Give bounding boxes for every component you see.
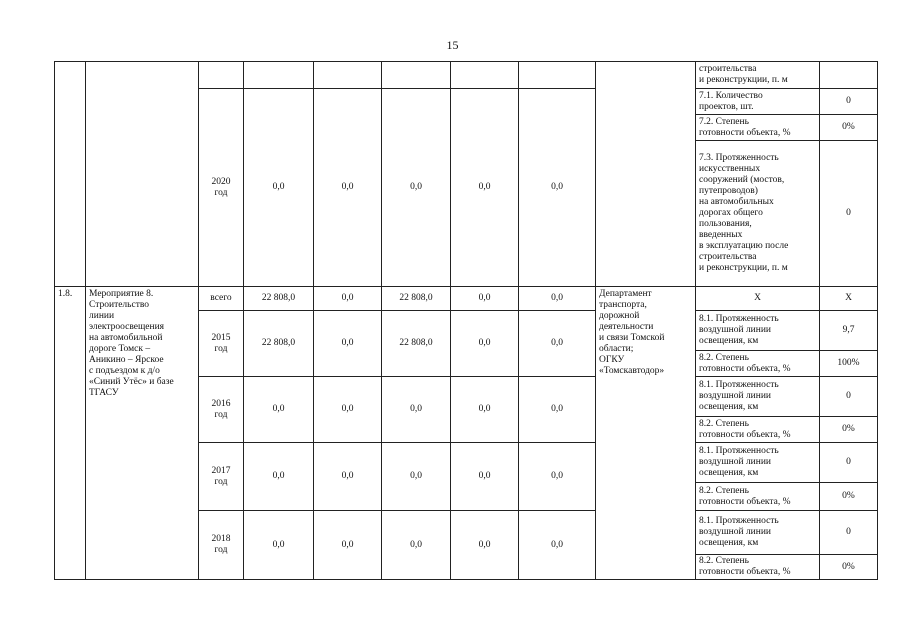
prev-number-cell — [55, 62, 86, 287]
indicator-value-cell: 0% — [820, 417, 878, 443]
value-cell: 22 808,0 — [244, 287, 314, 311]
value-cell: 0,0 — [314, 377, 382, 443]
value-cell: 22 808,0 — [382, 311, 451, 377]
indicator-value-cell: 0 — [820, 89, 878, 115]
indicator-cell: 8.1. Протяженность воздушной линии освещения, км — [696, 311, 820, 351]
value-cell: 0,0 — [314, 511, 382, 580]
value-cell: 0,0 — [382, 511, 451, 580]
value-cell: 0,0 — [382, 377, 451, 443]
indicator-cell: 8.2. Степень готовности объекта, % — [696, 417, 820, 443]
value-cell: 0,0 — [244, 511, 314, 580]
program-table — [54, 61, 878, 580]
prev-executor-cell — [596, 62, 696, 287]
indicator-cell: 7.1. Количество проектов, шт. — [696, 89, 820, 115]
value-cell: 0,0 — [451, 311, 519, 377]
value-cell: 0,0 — [519, 377, 596, 443]
empty-cell — [451, 62, 519, 89]
indicator-value-cell — [820, 62, 878, 89]
prev-name-cell — [86, 62, 199, 287]
indicator-value-cell: 0 — [820, 377, 878, 417]
empty-cell — [519, 62, 596, 89]
indicator-cell: 8.1. Протяженность воздушной линии освещения, км — [696, 443, 820, 483]
indicator-cell: 7.3. Протяженность искусственных сооружений (мостов, путепроводов) на автомобильных дорогах общего пользования, введенных в эксплуатацию после строительства и реконструкции, п. м — [696, 141, 820, 287]
value-cell: 0,0 — [519, 443, 596, 511]
empty-cell — [199, 62, 244, 89]
indicator-cell: 8.1. Протяженность воздушной линии освещения, км — [696, 377, 820, 417]
empty-cell — [314, 62, 382, 89]
value-cell: 0,0 — [314, 443, 382, 511]
value-cell: 0,0 — [382, 443, 451, 511]
indicator-cell: 8.2. Степень готовности объекта, % — [696, 555, 820, 580]
table-row — [55, 62, 878, 89]
indicator-cell: строительства и реконструкции, п. м — [696, 62, 820, 89]
value-cell: 0,0 — [519, 311, 596, 377]
value-cell: 0,0 — [244, 89, 314, 287]
value-cell: 0,0 — [519, 287, 596, 311]
value-cell: 0,0 — [382, 89, 451, 287]
year-cell: 2016 год — [199, 377, 244, 443]
year-cell: 2015 год — [199, 311, 244, 377]
empty-cell — [244, 62, 314, 89]
value-cell: 0,0 — [451, 89, 519, 287]
year-cell: 2018 год — [199, 511, 244, 580]
measure-name: Мероприятие 8. Строительство линии электроосвещения на автомобильной дороге Томск – Аникино – Ярское с подъездом к д/о «Синий Утёс» и базе ТГАСУ — [86, 287, 199, 580]
indicator-value-cell: 0 — [820, 511, 878, 555]
value-cell: 22 808,0 — [382, 287, 451, 311]
value-cell: 0,0 — [314, 89, 382, 287]
empty-cell — [382, 62, 451, 89]
measure-executor: Департамент транспорта, дорожной деятельности и связи Томской области; ОГКУ «Томскавтодор» — [596, 287, 696, 580]
measure-number: 1.8. — [55, 287, 86, 580]
value-cell: 0,0 — [244, 443, 314, 511]
value-cell: 0,0 — [451, 377, 519, 443]
year-cell: 2020 год — [199, 89, 244, 287]
value-cell: 0,0 — [451, 511, 519, 580]
indicator-cell: 7.2. Степень готовности объекта, % — [696, 115, 820, 141]
indicator-value-cell: 9,7 — [820, 311, 878, 351]
value-cell: 0,0 — [314, 287, 382, 311]
indicator-cell: Х — [696, 287, 820, 311]
value-cell: 0,0 — [451, 287, 519, 311]
indicator-value-cell: 0% — [820, 115, 878, 141]
value-cell: 0,0 — [314, 311, 382, 377]
indicator-value-cell: Х — [820, 287, 878, 311]
indicator-value-cell: 0 — [820, 141, 878, 287]
indicator-value-cell: 0 — [820, 443, 878, 483]
table-row — [55, 287, 878, 311]
value-cell: 22 808,0 — [244, 311, 314, 377]
indicator-value-cell: 0% — [820, 555, 878, 580]
value-cell: 0,0 — [451, 443, 519, 511]
page-number: 15 — [446, 38, 459, 52]
indicator-value-cell: 100% — [820, 351, 878, 377]
indicator-cell: 8.2. Степень готовности объекта, % — [696, 351, 820, 377]
value-cell: 0,0 — [519, 89, 596, 287]
value-cell: 0,0 — [519, 511, 596, 580]
year-cell: 2017 год — [199, 443, 244, 511]
value-cell: 0,0 — [244, 377, 314, 443]
indicator-cell: 8.2. Степень готовности объекта, % — [696, 483, 820, 511]
year-cell: всего — [199, 287, 244, 311]
indicator-value-cell: 0% — [820, 483, 878, 511]
indicator-cell: 8.1. Протяженность воздушной линии освещения, км — [696, 511, 820, 555]
